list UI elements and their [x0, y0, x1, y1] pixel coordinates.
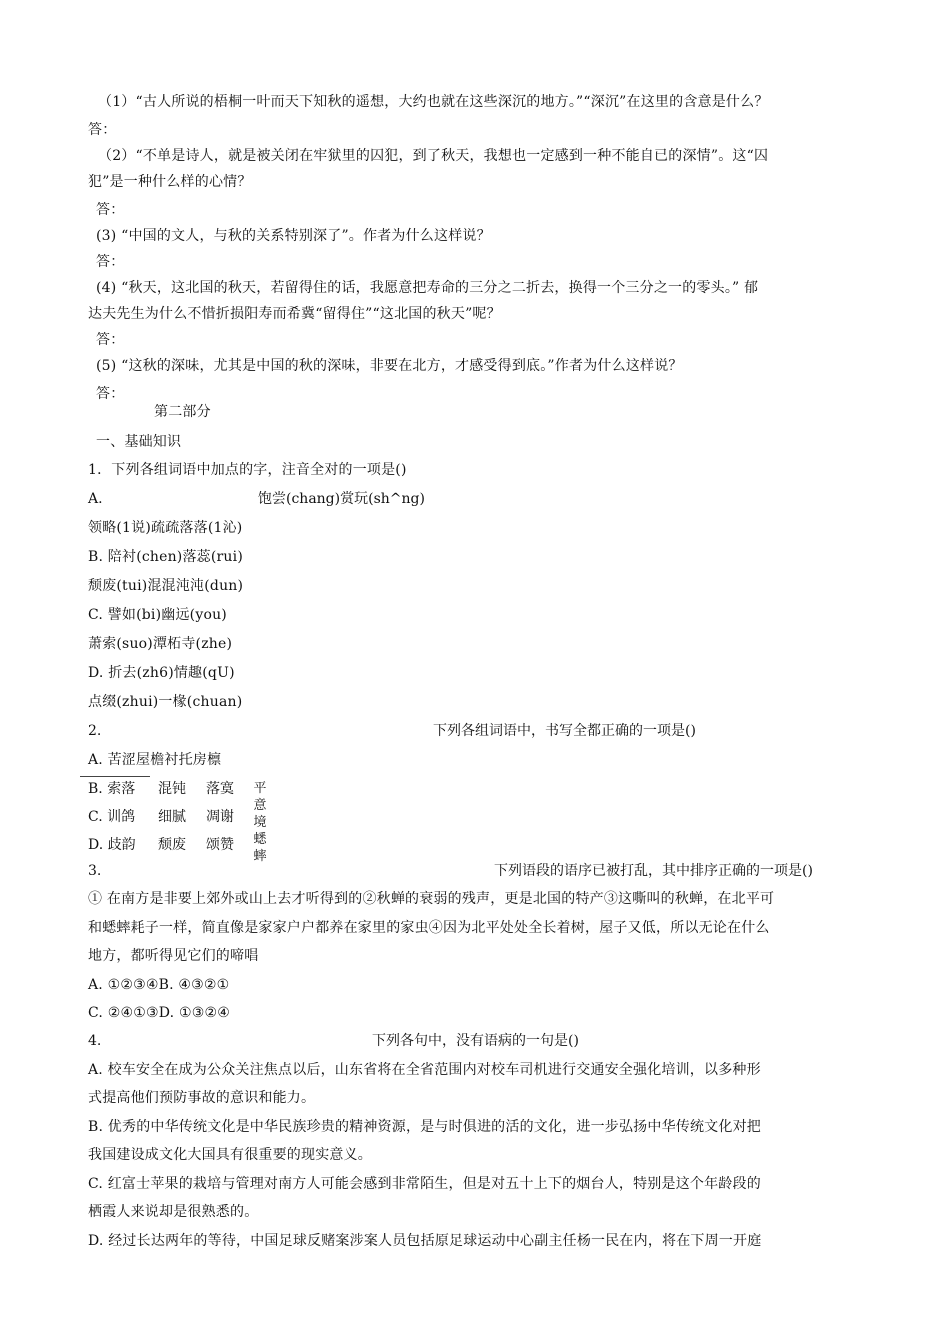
- mc-question-2-stem: 下列各组词语中，书写全都正确的一项是(): [433, 723, 696, 739]
- option-c-line2: 栖霞人来说却是很熟悉的。: [88, 1204, 259, 1220]
- answer-label: 答：: [96, 202, 125, 218]
- option-d-row: [88, 835, 254, 855]
- option-d-word: 颓废: [158, 837, 186, 853]
- option-a-line1: 饱尝(chang)赏玩(sh^ng): [258, 491, 425, 507]
- option-d-line2: 点缀(zhui)一椽(chuan): [88, 694, 243, 710]
- options-cd: C. ②④①③D. ①③②④: [88, 1005, 230, 1021]
- mc-question-3-stem: 下列语段的语序已被打乱，其中排序正确的一项是(): [494, 863, 813, 879]
- option-c-line2: 萧索(suo)潭柘寺(zhe): [88, 636, 233, 652]
- answer-label: 答：: [96, 332, 125, 348]
- option-d-word: D. 歧韵: [88, 837, 136, 853]
- answer-label: 答：: [96, 254, 125, 270]
- answer-label: 答：: [88, 122, 117, 138]
- option-c-word: C. 训鸽: [88, 809, 136, 825]
- option-a: A. 苦涩屋檐衬托房檩: [88, 752, 222, 768]
- options-ab: A. ①②③④B. ④③②①: [88, 977, 230, 993]
- mc-question-4-number: 4.: [88, 1033, 102, 1049]
- question-3-text: (3) “中国的文人，与秋的关系特别深了”。作者为什么这样说？: [96, 228, 491, 244]
- question-1-text: （1）“古人所说的梧桐一叶而天下知秋的遥想，大约也就在这些深沉的地方。”“深沉”在这里的含意是什么？: [98, 94, 769, 110]
- divider: [80, 776, 150, 777]
- option-a-line2: 式提高他们预防事故的意识和能力。: [88, 1090, 316, 1106]
- question-2-text-line1: （2）“不单是诗人，就是被关闭在牢狱里的囚犯，到了秋天，我想也一定感到一种不能自已的深情”。这“囚: [98, 148, 769, 164]
- option-c-line1: C. 譬如(bi)幽远(you): [88, 607, 227, 623]
- mc-question-4-stem: 下列各句中，没有语病的一句是(): [372, 1033, 579, 1049]
- option-b-line1: B. 优秀的中华传统文化是中华民族珍贵的精神资源，是与时俱进的活的文化，进一步弘扬中华传统文化对把: [88, 1119, 761, 1135]
- vertical-overflow-text: 平意境蟋蟀: [253, 781, 267, 864]
- passage-line1: ① 在南方是非要上郊外或山上去才听得到的②秋蝉的衰弱的残声，更是北国的特产③这嘶叫的秋蝉，在北平可: [88, 891, 775, 907]
- part-title: 第二部分: [154, 404, 211, 420]
- option-c-row: [88, 807, 254, 827]
- question-2-text-line2: 犯”是一种什么样的心情？: [88, 174, 252, 190]
- option-b-word: 混钝: [158, 781, 186, 797]
- option-a-label: A.: [88, 491, 103, 507]
- option-c-line1: C. 红富士苹果的栽培与管理对南方人可能会感到非常陌生，但是对五十上下的烟台人，特别是这个年龄段的: [88, 1176, 761, 1192]
- option-d-line1: D. 折去(zh6)情趣(qU): [88, 665, 235, 681]
- passage-line2: 和蟋蟀耗子一样，简直像是家家户户都养在家里的家虫④因为北平处处全长着树，屋子又低，所以无论在什么: [88, 920, 770, 936]
- mc-question-2-number: 2.: [88, 723, 102, 739]
- option-b-line2: 颓废(tui)混混沌沌(dun): [88, 578, 244, 594]
- question-5-text: (5) “这秋的深味，尤其是中国的秋的深味，非要在北方，才感受得到底。”作者为什么这样说？: [96, 358, 683, 374]
- option-b-line1: B. 陪衬(chen)落蕊(rui): [88, 549, 243, 565]
- option-b-line2: 我国建设成文化大国具有很重要的现实意义。: [88, 1147, 372, 1163]
- passage-line3: 地方，都听得见它们的啼唱: [88, 948, 259, 964]
- mc-question-1-stem: 1．下列各组词语中加点的字，注音全对的一项是(): [88, 462, 407, 478]
- answer-label: 答：: [96, 386, 125, 402]
- option-d-word: 颂赞: [206, 837, 234, 853]
- option-a-line1: A. 校车安全在成为公众关注焦点以后，山东省将在全省范围内对校车司机进行交通安全强化培训，以多种形: [88, 1062, 761, 1078]
- option-b-word: 落寞: [206, 781, 234, 797]
- section-heading: 一、基础知识: [96, 434, 182, 450]
- question-4-text-line2: 达夫先生为什么不惜折损阳寿而希冀“留得住”“这北国的秋天”呢？: [88, 306, 501, 322]
- option-b-row: [88, 779, 254, 799]
- option-d-line1: D. 经过长达两年的等待，中国足球反赌案涉案人员包括原足球运动中心副主任杨一民在内，将在下周一开庭: [88, 1233, 762, 1249]
- option-a-line2: 领略(1说)疏疏落落(1沁): [88, 520, 243, 536]
- option-c-word: 凋谢: [206, 809, 234, 825]
- option-c-word: 细腻: [158, 809, 186, 825]
- option-b-word: B. 索落: [88, 781, 136, 797]
- question-4-text-line1: (4) “秋天，这北国的秋天，若留得住的话，我愿意把寿命的三分之二折去，换得一个三分之一的零头。” 郁: [96, 280, 759, 296]
- mc-question-3-number: 3.: [88, 863, 102, 879]
